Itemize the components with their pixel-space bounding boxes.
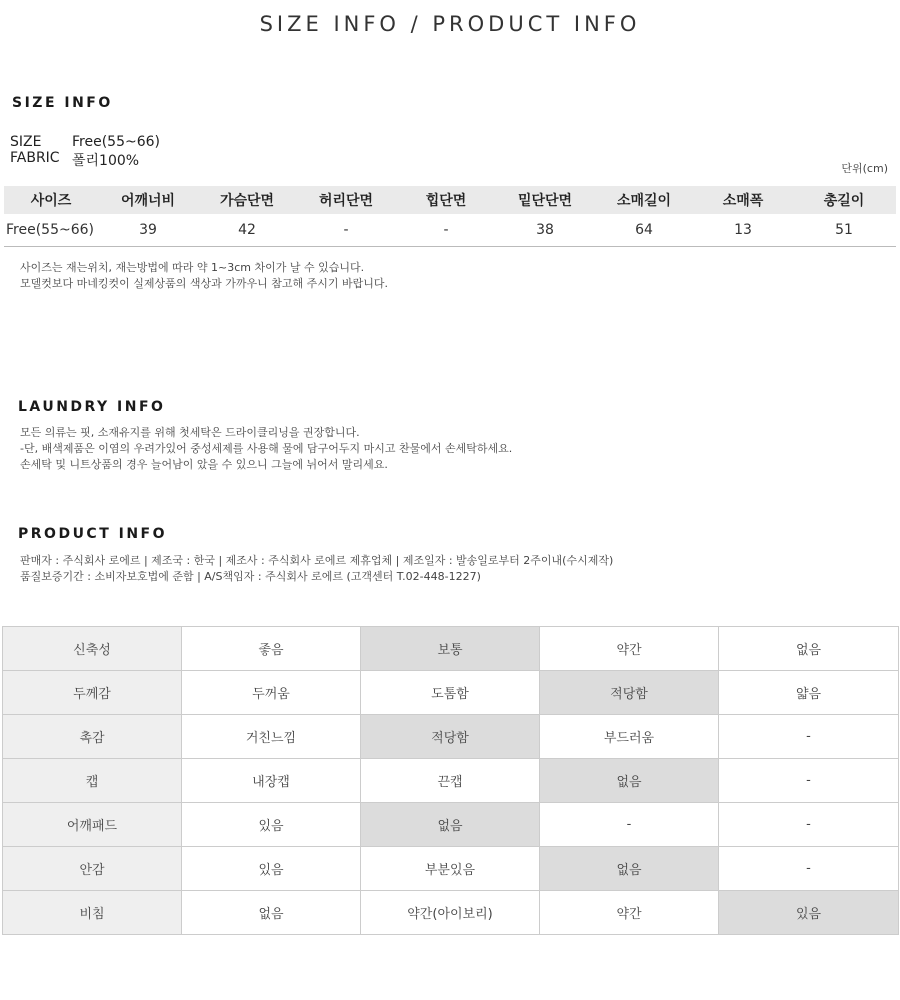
- attribute-option: -: [719, 847, 899, 891]
- size-cell: Free(55~66): [4, 214, 98, 247]
- attribute-label: 캡: [3, 759, 182, 803]
- attribute-option: 약간: [540, 627, 719, 671]
- attribute-row: [3, 671, 899, 715]
- attribute-option-selected: 적당함: [540, 671, 719, 715]
- attribute-option: 끈캡: [361, 759, 540, 803]
- laundry-note-line: 모든 의류는 핏, 소재유지를 위해 첫세탁은 드라이클리닝을 권장합니다.: [20, 426, 360, 439]
- size-table-header: [4, 186, 896, 214]
- attribute-option: -: [719, 759, 899, 803]
- attribute-option: 약간(아이보리): [361, 891, 540, 935]
- measurement-cell: 42: [198, 214, 296, 247]
- attribute-option: 두꺼움: [182, 671, 361, 715]
- attribute-option: 좋음: [182, 627, 361, 671]
- measurement-cell: 51: [792, 214, 896, 247]
- column-header: 소매길이: [594, 186, 694, 214]
- attribute-option: 없음: [182, 891, 361, 935]
- attribute-option: 약간: [540, 891, 719, 935]
- attribute-label: 신축성: [3, 627, 182, 671]
- attribute-option: -: [540, 803, 719, 847]
- attribute-label: 비침: [3, 891, 182, 935]
- attribute-option-selected: 없음: [540, 847, 719, 891]
- attribute-row: [3, 759, 899, 803]
- measurement-cell: 64: [594, 214, 694, 247]
- measurement-cell: -: [296, 214, 396, 247]
- column-header: 소매폭: [694, 186, 792, 214]
- product-note-line: 품질보증기간 : 소비자보호법에 준함 | A/S책임자 : 주식회사 로에르 (고객센터 T.02-448-1227): [20, 570, 481, 583]
- attribute-option-selected: 있음: [719, 891, 899, 935]
- size-table-row: [4, 214, 896, 247]
- laundry-note-line: 손세탁 및 니트상품의 경우 늘어남이 았을 수 있으니 그늘에 뉘어서 말리세요.: [20, 458, 388, 471]
- column-header: 밑단단면: [496, 186, 594, 214]
- size-note-line: 모델컷보다 마네킹컷이 실제상품의 색상과 가까우니 참고해 주시기 바랍니다.: [20, 277, 389, 290]
- size-notes: [20, 260, 880, 292]
- size-value: Free(55~66): [72, 134, 160, 150]
- attribute-option: 있음: [182, 803, 361, 847]
- attribute-option-selected: 없음: [361, 803, 540, 847]
- product-notes: [20, 553, 880, 585]
- page-title: SIZE INFO / PRODUCT INFO: [259, 12, 641, 36]
- measurement-cell: 39: [98, 214, 198, 247]
- size-table: [4, 186, 896, 247]
- attribute-row: [3, 715, 899, 759]
- attribute-option: 도톰함: [361, 671, 540, 715]
- laundry-note-line: -단, 배색제품은 이염의 우려가있어 중성세제를 사용해 물에 담구어두지 마시고 찬물에서 손세탁하세요.: [20, 442, 513, 455]
- product-note-line: 판매자 : 주식회사 로에르 | 제조국 : 한국 | 제조사 : 주식회사 로에르 제휴업체 | 제조일자 : 발송일로부터 2주이내(수시제작): [20, 554, 614, 567]
- column-header: 가슴단면: [198, 186, 296, 214]
- size-note-line: 사이즈는 재는위치, 재는방법에 따라 약 1~3cm 차이가 날 수 있습니다.: [20, 261, 365, 274]
- attribute-label: 안감: [3, 847, 182, 891]
- laundry-notes: [20, 425, 880, 473]
- column-header: 사이즈: [4, 186, 98, 214]
- fabric-label: FABRIC: [10, 150, 60, 166]
- attribute-option: 있음: [182, 847, 361, 891]
- attribute-option: 얇음: [719, 671, 899, 715]
- attribute-label: 촉감: [3, 715, 182, 759]
- attribute-option: 없음: [719, 627, 899, 671]
- attribute-label: 어깨패드: [3, 803, 182, 847]
- attribute-option: -: [719, 715, 899, 759]
- measurement-cell: 13: [694, 214, 792, 247]
- attribute-option-selected: 적당함: [361, 715, 540, 759]
- attribute-row: [3, 803, 899, 847]
- laundry-info-heading: LAUNDRY INFO: [18, 399, 166, 415]
- attribute-label: 두께감: [3, 671, 182, 715]
- attribute-row: [3, 627, 899, 671]
- attribute-option: -: [719, 803, 899, 847]
- measurement-cell: -: [396, 214, 496, 247]
- attribute-row: [3, 891, 899, 935]
- column-header: 힙단면: [396, 186, 496, 214]
- measurement-cell: 38: [496, 214, 594, 247]
- column-header: 허리단면: [296, 186, 396, 214]
- fabric-spec: [10, 150, 310, 168]
- size-label: SIZE: [10, 134, 42, 150]
- attribute-option: 내장캡: [182, 759, 361, 803]
- product-info-heading: PRODUCT INFO: [18, 526, 168, 542]
- attribute-option-selected: 보통: [361, 627, 540, 671]
- unit-label: 단위(cm): [841, 162, 888, 175]
- fabric-value: 폴리100%: [72, 153, 140, 169]
- fabric-attribute-table: [2, 626, 899, 935]
- attribute-option: 부분있음: [361, 847, 540, 891]
- attribute-row: [3, 847, 899, 891]
- attribute-option-selected: 없음: [540, 759, 719, 803]
- column-header: 총길이: [792, 186, 896, 214]
- attribute-option: 거친느낌: [182, 715, 361, 759]
- attribute-option: 부드러움: [540, 715, 719, 759]
- column-header: 어깨너비: [98, 186, 198, 214]
- size-info-heading: SIZE INFO: [12, 95, 113, 111]
